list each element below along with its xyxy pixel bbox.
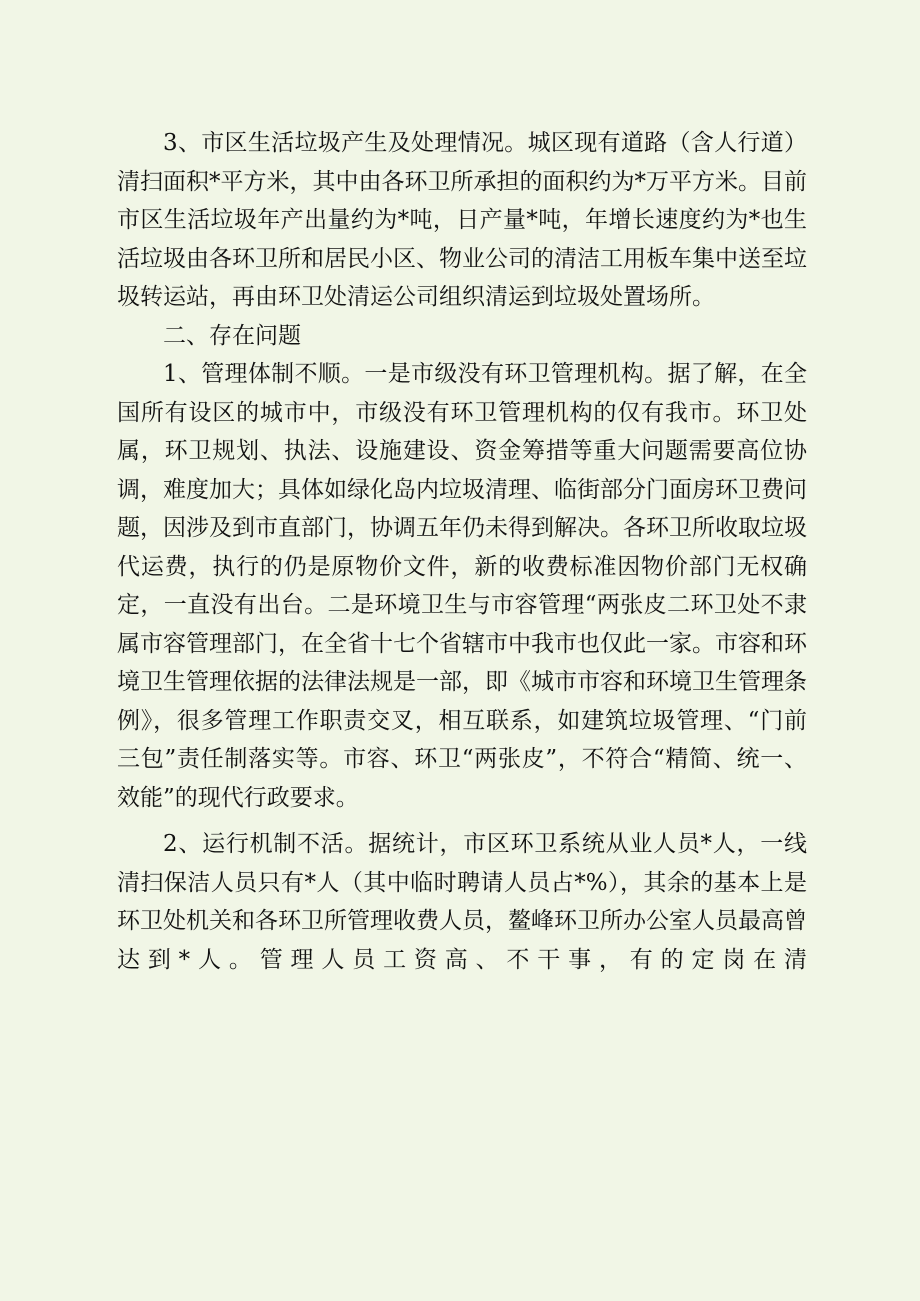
paragraph-garbage-situation: 3、市区生活垃圾产生及处理情况。城区现有道路（含人行道）清扫面积*平方米，其中由各环卫所承担的面积约为*万平方米。目前市区生活垃圾年产出量约为*吨，日产量*吨，年增长速度约为*也生活垃圾由各环卫所和居民小区、物业公司的清洁工用板车集中送至垃圾转运站，再由环卫处清运公司组织清运到垃圾处置场所。	[117, 130, 807, 310]
document-body	[117, 124, 807, 979]
section-heading-problems: 二、存在问题	[163, 322, 301, 349]
paragraph-operating-mechanism: 2、运行机制不活。据统计，市区环卫系统从业人员*人，一线清扫保洁人员只有*人（其中临时聘请人员占*%），其余的基本上是环卫处机关和各环卫所管理收费人员，鳌峰环卫所办公室人员最高曾达到*人。管理人员工资高、不干事，有的定岗在清	[117, 831, 807, 973]
paragraph-management-system: 1、管理体制不顺。一是市级没有环卫管理机构。据了解，在全国所有设区的城市中，市级没有环卫管理机构的仅有我市。环卫处属，环卫规划、执法、设施建设、资金筹措等重大问题需要高位协调，难度加大；具体如绿化岛内垃圾清理、临街部分门面房环卫费问题，因涉及到市直部门，协调五年仍未得到解决。各环卫所收取垃圾代运费，执行的仍是原物价文件，新的收费标准因物价部门无权确定，一直没有出台。二是环境卫生与市容管理“两张皮二环卫处不隶属市容管理部门，在全省十七个省辖市中我市也仅此一家。市容和环境卫生管理依据的法律法规是一部，即《城市市容和环境卫生管理条例》，很多管理工作职责交叉，相互联系，如建筑垃圾管理、“门前三包”责任制落实等。市容、环卫“两张皮”，不符合“精简、统一、效能”的现代行政要求。	[117, 361, 807, 811]
